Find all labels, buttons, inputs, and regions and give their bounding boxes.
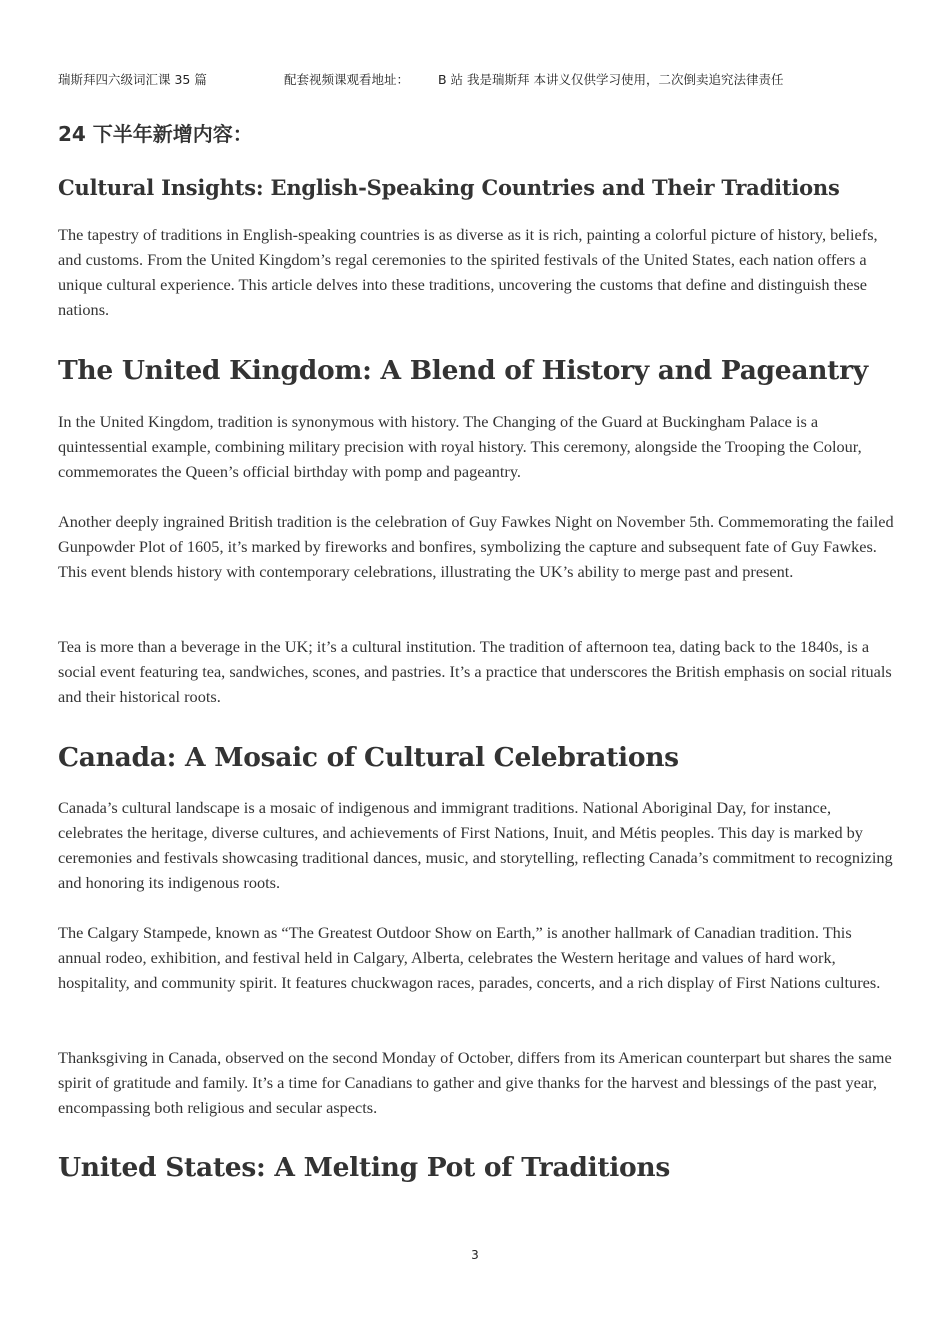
section-label: 24 下半年新增内容：	[58, 122, 253, 146]
paragraph: The Calgary Stampede, known as “The Greatest Outdoor Show on Earth,” is another hallmark of Canadian tradition. This annual rodeo, exhibition, and festival held in Calgary, Alberta, celebrates the Western heritage and values of hard work, hospitality, and community spirit. It features chuckwagon races, parades, concerts, and a rich display of First Nations cultures.	[58, 923, 881, 992]
header-video-label: 配套视频课观看地址：	[284, 72, 410, 87]
page-number: 3	[471, 1248, 479, 1262]
paragraph: Tea is more than a beverage in the UK; it’s a cultural institution. The tradition of afternoon tea, dating back to the 1840s, is a social event featuring tea, sandwiches, scones, and pastries. It’s a practice that underscores the British emphasis on social rituals and their historical roots.	[58, 637, 892, 706]
paragraph: Another deeply ingrained British tradition is the celebration of Guy Fawkes Night on November 5th. Commemorating the failed Gunpowder Plot of 1605, it’s marked by fireworks and bonfires, symbolizing the capture and subsequent fate of Guy Fawkes. This event blends history with contemporary celebrations, illustrating the UK’s ability to merge past and present.	[58, 512, 894, 581]
header-source-notice: B 站 我是瑞斯拜 本讲义仅供学习使用，二次倒卖追究法律责任	[438, 72, 784, 87]
heading-united-states: United States: A Melting Pot of Traditions	[58, 1152, 671, 1183]
heading-united-kingdom: The United Kingdom: A Blend of History and Pageantry	[58, 355, 868, 386]
heading-canada: Canada: A Mosaic of Cultural Celebrations	[58, 742, 679, 773]
header-course-title: 瑞斯拜四六级词汇课 35 篇	[58, 72, 207, 87]
intro-paragraph: The tapestry of traditions in English-speaking countries is as diverse as it is rich, painting a colorful picture of history, beliefs, and customs. From the United Kingdom’s regal ceremonies to the spirited festivals of the United States, each nation offers a unique cultural experience. This article delves into these traditions, uncovering the customs that define and distinguish these nations.	[58, 225, 878, 319]
paragraph: Thanksgiving in Canada, observed on the second Monday of October, differs from its American counterpart but shares the same spirit of gratitude and family. It’s a time for Canadians to gather and give thanks for the harvest and blessings of the past year, encompassing both religious and secular aspects.	[58, 1048, 892, 1117]
paragraph: In the United Kingdom, tradition is synonymous with history. The Changing of the Guard at Buckingham Palace is a quintessential example, combining military precision with royal history. This ceremony, alongside the Trooping the Colour, commemorates the Queen’s official birthday with pomp and pageantry.	[58, 412, 862, 481]
paragraph: Canada’s cultural landscape is a mosaic of indigenous and immigrant traditions. National Aboriginal Day, for instance, celebrates the heritage, diverse cultures, and achievements of First Nations, Inuit, and Métis peoples. This day is marked by ceremonies and festivals showcasing traditional dances, music, and storytelling, reflecting Canada’s commitment to recognizing and honoring its indigenous roots.	[58, 798, 893, 892]
article-title: Cultural Insights: English-Speaking Countries and Their Traditions	[58, 175, 840, 200]
